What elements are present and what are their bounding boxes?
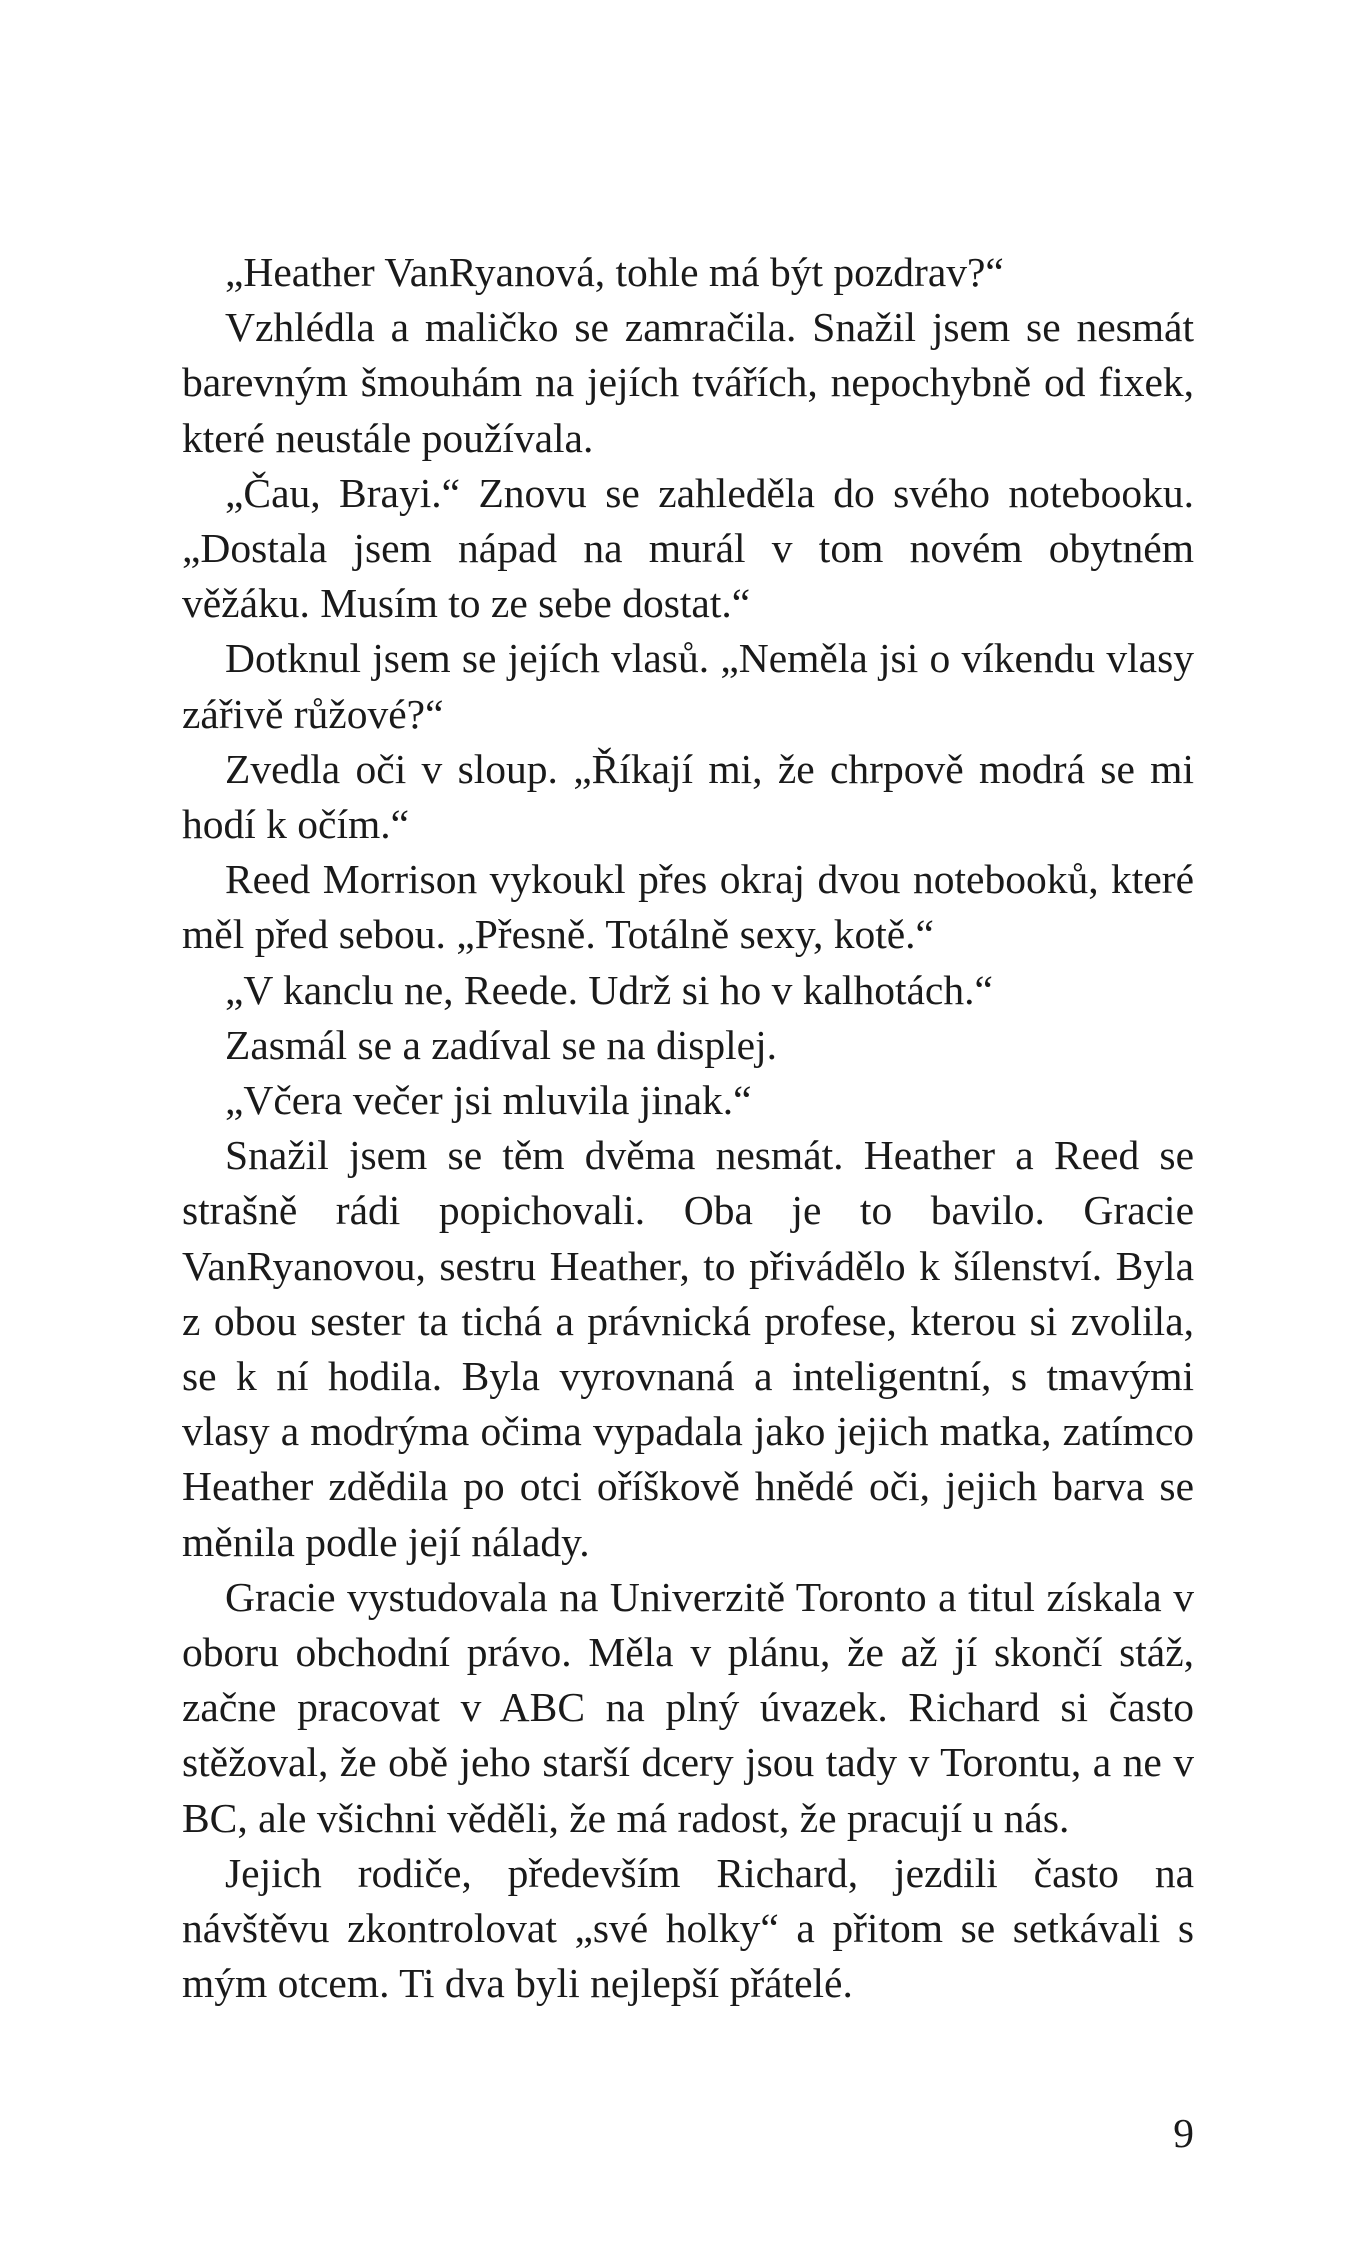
paragraph: Zvedla oči v sloup. „Říkají mi, že chrpově modrá se mi hodí k očím.“ <box>182 745 1194 848</box>
paragraph: Reed Morrison vykoukl přes okraj dvou notebooků, které měl před sebou. „Přesně. Totálně sexy, kotě.“ <box>182 856 1194 958</box>
paragraph: „Heather VanRyanová, tohle má být pozdrav?“ <box>225 249 1004 295</box>
paragraph: „Včera večer jsi mluvila jinak.“ <box>225 1077 752 1124</box>
page-number: 9 <box>1173 2110 1194 2156</box>
paragraph: Vzhlédla a maličko se zamračila. Snažil jsem se nesmát barevným šmouhám na jejích tvářích, nepochybně od fixek, které neustále používala. <box>182 304 1194 461</box>
paragraph: „Čau, Brayi.“ Znovu se zahleděla do svého notebooku. „Dostala jsem nápad na murál v tom novém obytném věžáku. Musím to ze sebe dostat.“ <box>182 469 1194 627</box>
body-text <box>182 245 1194 2012</box>
paragraph: Zasmál se a zadíval se na displej. <box>225 1021 777 1068</box>
paragraph: Jejich rodiče, především Richard, jezdili často na návštěvu zkontrolovat „své holky“ a přitom se setkávali s mým otcem. Ti dva byli nejlepší přátelé. <box>182 1849 1194 2007</box>
paragraph: „V kanclu ne, Reede. Udrž si ho v kalhotách.“ <box>225 966 993 1013</box>
paragraph: Dotknul jsem se jejích vlasů. „Neměla jsi o víkendu vlasy zářivě růžové?“ <box>182 635 1194 737</box>
paragraph: Snažil jsem se těm dvěma nesmát. Heather a Reed se strašně rádi popichovali. Oba je to bavilo. Gracie VanRyanovou, sestru Heather, to přivádělo k šílenství. Byla z obou sester ta tichá a právnická profese, kterou si zvolila, se k ní hodila. Byla vyrovnaná a inteligentní, s tmavými vlasy a modrýma očima vypadala jako jejich matka, zatímco Heather zdědila po otci oříškově hnědé oči, jejich barva se měnila podle její nálady. <box>182 1132 1194 1565</box>
paragraph: Gracie vystudovala na Univerzitě Toronto a titul získala v oboru obchodní právo. Měla v plánu, že až jí skončí stáž, začne pracovat v ABC na plný úvazek. Richard si často stěžoval, že obě jeho starší dcery jsou tady v Torontu, a ne v BC, ale všichni věděli, že má radost, že pracují u nás. <box>182 1573 1194 1841</box>
